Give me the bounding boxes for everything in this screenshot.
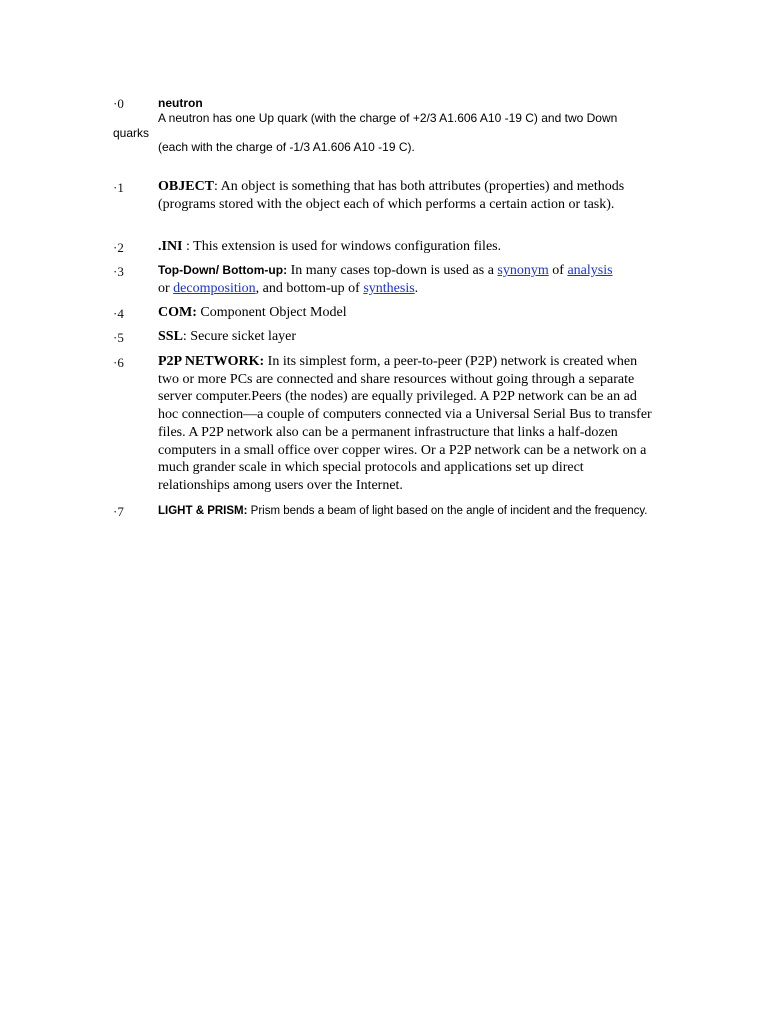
- item-number: ·4: [113, 306, 124, 321]
- link-synthesis[interactable]: synthesis: [363, 280, 415, 296]
- item-body: [158, 262, 658, 297]
- term-ssl: SSL: [158, 329, 183, 344]
- item-number: ·2: [113, 240, 124, 255]
- term-neutron: neutron: [158, 96, 203, 110]
- ini-definition: : This extension is used for windows configuration files.: [182, 239, 502, 254]
- top-down-text: .: [414, 280, 419, 296]
- term-com: COM:: [158, 305, 197, 320]
- term-top-down: Top-Down/ Bottom-up:: [158, 263, 288, 277]
- link-synonym[interactable]: synonym: [497, 263, 549, 278]
- p2p-definition: In its simplest form, a peer-to-peer (P2P) network is created when two or more PCs are connected and share resources without going through a separate server computer.Peers (the nodes) are equally privileged. A P2P network can be an ad hoc connection—a couple of computers connected via a Universal Serial Bus to transfer files. A P2P network also can be a permanent infrastructure that links a half-dozen computers in a small office over copper wires. Or a P2P network can be a network on a much grander scale in which special protocols and applications set up direct relationships among users over the Internet.: [158, 354, 652, 493]
- top-down-text: of: [548, 263, 568, 278]
- top-down-text: , and bottom-up of: [255, 280, 364, 296]
- com-definition: Component Object Model: [196, 305, 347, 320]
- link-analysis[interactable]: analysis: [567, 263, 613, 278]
- link-decomposition[interactable]: decomposition: [173, 280, 256, 296]
- term-ini: .INI: [158, 239, 183, 254]
- ssl-definition: : Secure sicket layer: [182, 329, 297, 344]
- item-body: [158, 96, 698, 126]
- item-body: [158, 178, 658, 213]
- neutron-line-1: A neutron has one Up quark (with the charge of +2/3 A1.606 A10 -19 C) and two Down: [158, 111, 618, 125]
- item-number: ·6: [113, 355, 124, 370]
- item-body: [158, 238, 658, 256]
- neutron-wrapped-word: quarks: [113, 126, 150, 140]
- item-body: [158, 353, 658, 495]
- item-number: ·1: [113, 180, 124, 195]
- item-number: ·0: [113, 96, 124, 111]
- item-number: ·5: [113, 330, 124, 345]
- light-prism-definition: Prism bends a beam of light based on the angle of incident and the frequency.: [247, 505, 648, 517]
- item-number: ·7: [113, 504, 124, 519]
- term-object: OBJECT: [158, 179, 215, 194]
- term-p2p-network: P2P NETWORK:: [158, 354, 265, 369]
- object-definition: : An object is something that has both attributes (properties) and methods (programs stored with the object each of which performs a certain action or task).: [158, 179, 625, 212]
- item-body: [158, 304, 658, 322]
- item-body: [158, 504, 648, 519]
- term-light-prism: LIGHT & PRISM:: [158, 505, 248, 517]
- item-number: ·3: [113, 264, 124, 279]
- top-down-text: or: [158, 280, 174, 296]
- neutron-line-2: (each with the charge of -1/3 A1.606 A10 -19 C).: [158, 140, 415, 154]
- item-body: [158, 328, 658, 346]
- top-down-text: In many cases top-down is used as a: [287, 263, 498, 278]
